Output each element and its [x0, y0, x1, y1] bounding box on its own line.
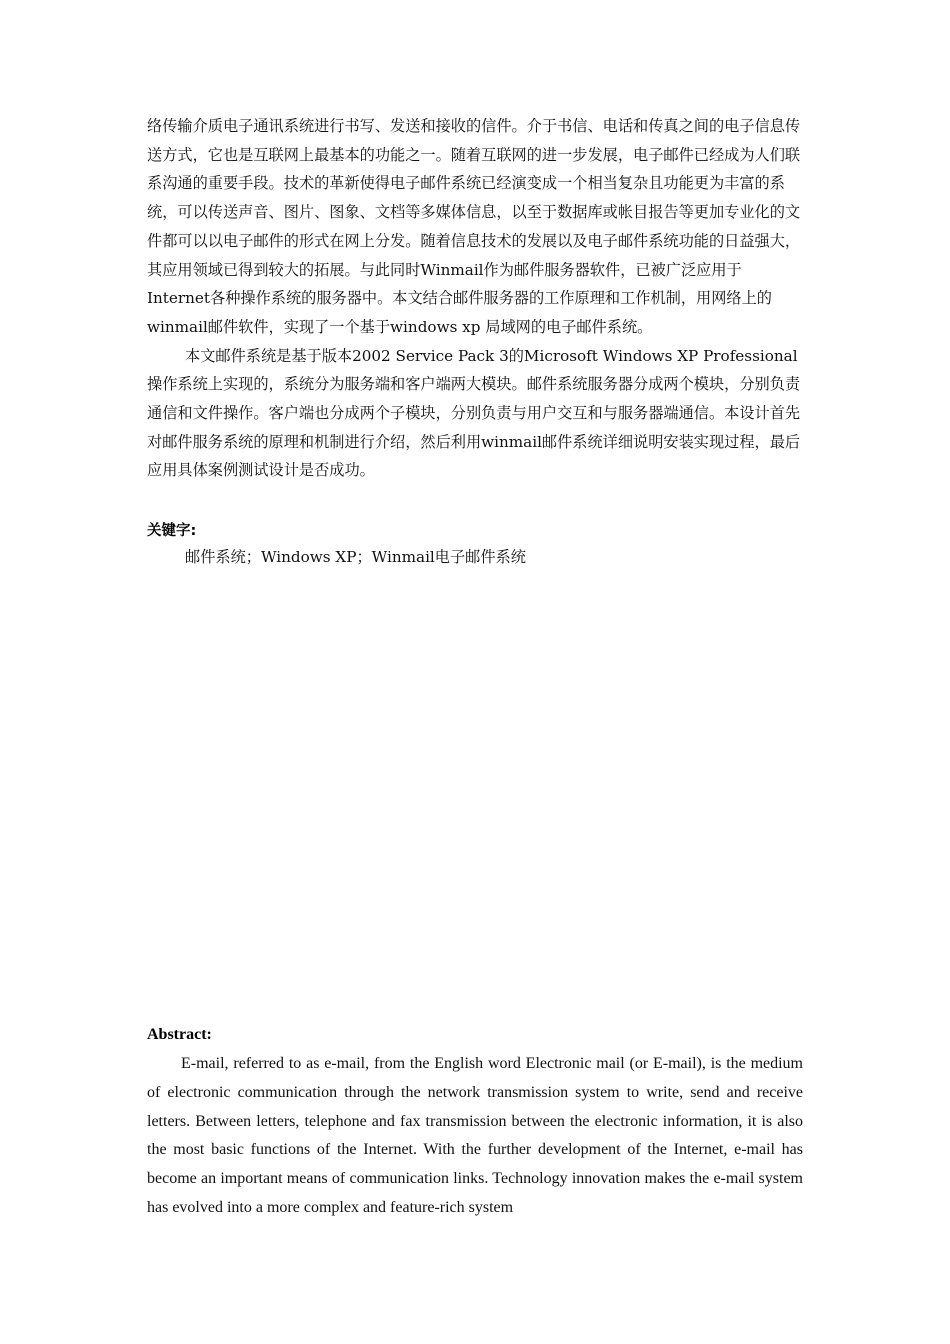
english-abstract	[147, 1050, 803, 1223]
english-abstract-paragraph: E-mail, referred to as e-mail, from the English word Electronic mail (or E-mail), is the medium of electronic communication through the network transmission system to write, send and receive letters. Between letters, telephone and fax transmission between the electronic information, it is also the most basic functions of the Internet. With the further development of the Internet, e-mail has become an important means of communication links. Technology innovation makes the e-mail system has evolved into a more complex and feature-rich system	[147, 1055, 803, 1216]
chinese-abstract	[147, 112, 803, 485]
english-abstract-heading: Abstract:	[147, 1026, 212, 1043]
keywords-heading: 关键字:	[147, 523, 197, 539]
keywords-list: 邮件系统；Windows XP；Winmail电子邮件系统	[185, 548, 526, 566]
chinese-abstract-paragraph-2: 本文邮件系统是基于版本2002 Service Pack 3的Microsoft Windows XP Professional操作系统上实现的，系统分为服务端和客户端两大模块。邮件系统服务器分成两个模块，分别负责通信和文件操作。客户端也分成两个子模块，分别负责与用户交互和与服务器端通信。本设计首先对邮件服务系统的原理和机制进行介绍，然后利用winmail邮件系统详细说明安装实现过程，最后应用具体案例测试设计是否成功。	[147, 346, 801, 480]
chinese-abstract-paragraph-1: 络传输介质电子通讯系统进行书写、发送和接收的信件。介于书信、电话和传真之间的电子信息传送方式，它也是互联网上最基本的功能之一。随着互联网的进一步发展，电子邮件已经成为人们联系沟通的重要手段。技术的革新使得电子邮件系统已经演变成一个相当复杂且功能更为丰富的系统，可以传送声音、图片、图象、文档等多媒体信息，以至于数据库或帐目报告等更加专业化的文件都可以以电子邮件的形式在网上分发。随着信息技术的发展以及电子邮件系统功能的日益强大，其应用领域已得到较大的拓展。与此同时Winmail作为邮件服务器软件，已被广泛应用于Internet各种操作系统的服务器中。本文结合邮件服务器的工作原理和工作机制，用网络上的winmail邮件软件，实现了一个基于windows xp 局域网的电子邮件系统。	[147, 117, 801, 336]
